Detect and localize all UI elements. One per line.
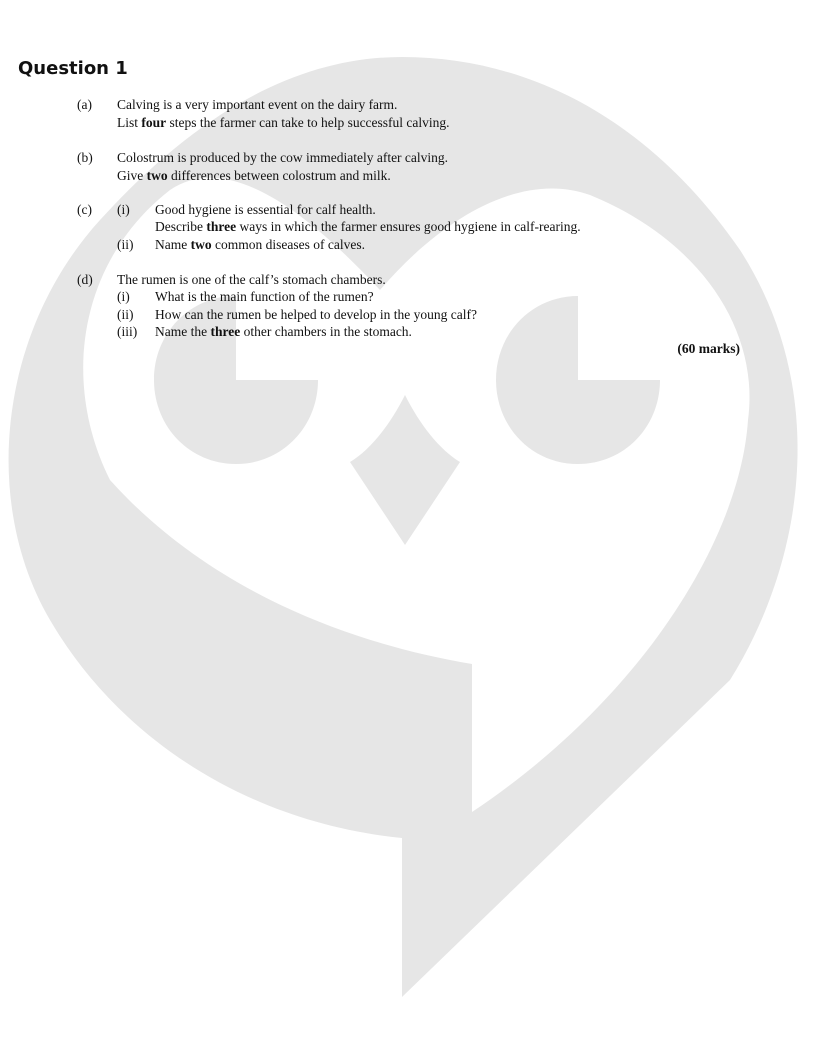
part-d-i-text: What is the main function of the rumen?: [155, 289, 374, 304]
part-d-iii-text: Name the three other chambers in the stomach.: [155, 324, 412, 339]
part-b-line1: Colostrum is produced by the cow immediately after calving.: [117, 150, 449, 165]
part-c-i-line1: Good hygiene is essential for calf health.: [155, 202, 376, 217]
emphasis-word: three: [210, 324, 241, 339]
part-d-ii-text: How can the rumen be helped to develop in the young calf?: [155, 307, 478, 322]
question-title: Question 1: [18, 58, 128, 79]
total-marks: (60 marks): [677, 341, 740, 356]
part-d-i-label: (i): [117, 289, 130, 304]
part-c-label: (c): [77, 202, 92, 217]
part-c-i-label: (i): [117, 202, 130, 217]
part-b-label: (b): [77, 150, 93, 165]
part-a-label: (a): [77, 97, 92, 112]
part-d-line1: The rumen is one of the calf’s stomach chambers.: [117, 272, 386, 287]
emphasis-word: two: [190, 237, 212, 252]
part-c-ii-line: Name two common diseases of calves.: [155, 237, 365, 252]
part-d-label: (d): [77, 272, 93, 287]
emphasis-word: four: [141, 115, 167, 130]
emphasis-word: three: [206, 219, 237, 234]
part-a-line1: Calving is a very important event on the dairy farm.: [117, 97, 398, 112]
part-a-line2: List four steps the farmer can take to help successful calving.: [117, 115, 450, 130]
part-b-line2: Give two differences between colostrum and milk.: [117, 168, 391, 183]
part-c-ii-label: (ii): [117, 237, 134, 252]
part-d-iii-label: (iii): [117, 324, 138, 339]
part-d-ii-label: (ii): [117, 307, 134, 322]
emphasis-word: two: [146, 168, 168, 183]
part-c-i-line2: Describe three ways in which the farmer ensures good hygiene in calf-rearing.: [155, 219, 581, 234]
